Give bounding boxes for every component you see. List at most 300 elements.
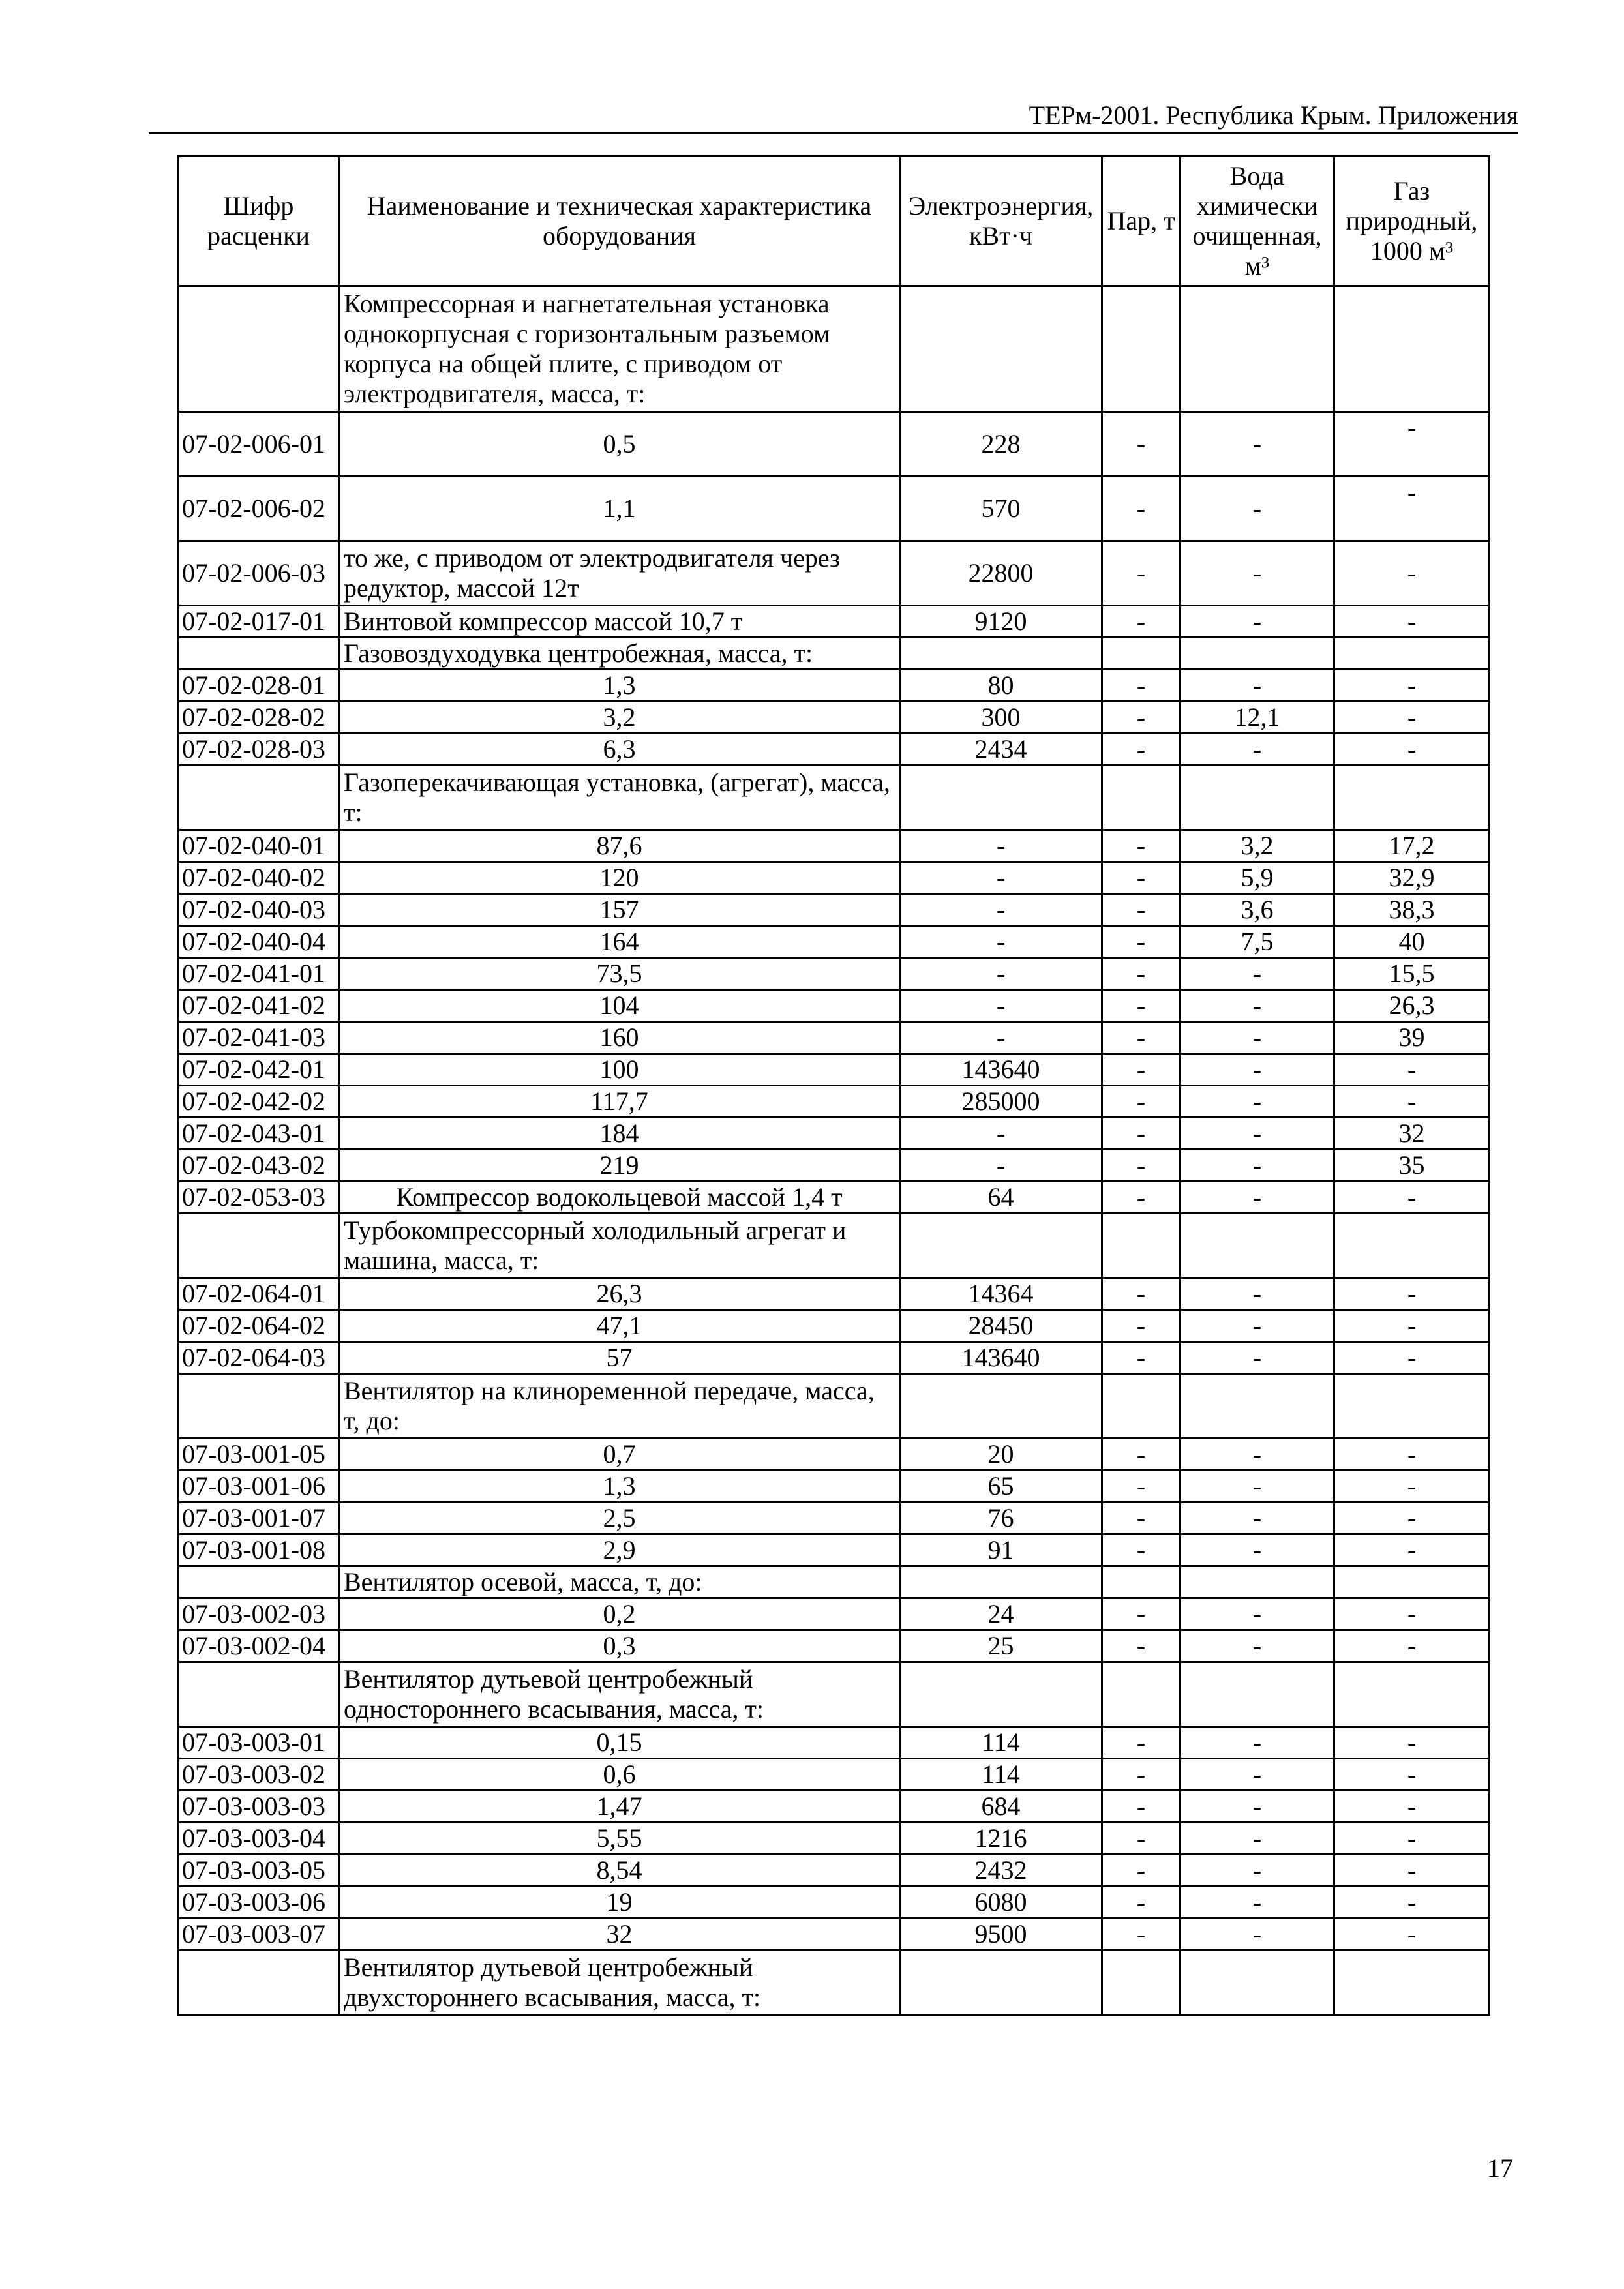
cell-gas: - [1334, 1887, 1490, 1919]
cell-water: - [1180, 1503, 1334, 1534]
cell-power: - [900, 862, 1102, 894]
cell-code: 07-02-006-02 [179, 477, 339, 541]
cell-power: 24 [900, 1598, 1102, 1630]
cell-name: Компрессор водокольцевой массой 1,4 т [339, 1182, 900, 1214]
cell-name: 0,15 [339, 1727, 900, 1759]
cell-name: Газовоздуходувка центробежная, масса, т: [339, 638, 900, 670]
table-row [179, 1086, 1490, 1118]
cell-gas [1334, 1374, 1490, 1439]
cell-name: Вентилятор осевой, масса, т, до: [339, 1566, 900, 1598]
page-number: 17 [1487, 2153, 1513, 2183]
cell-power: 2432 [900, 1855, 1102, 1887]
table-row [179, 1951, 1490, 2015]
cell-steam: - [1102, 1471, 1180, 1503]
cell-power: - [900, 1022, 1102, 1054]
table-row [179, 412, 1490, 477]
cell-name: 0,2 [339, 1598, 900, 1630]
table-row [179, 1887, 1490, 1919]
cell-water: - [1180, 1855, 1334, 1887]
table-row [179, 1374, 1490, 1439]
col-header-power: Электроэнергия, кВт·ч [900, 157, 1102, 286]
table-row [179, 830, 1490, 862]
table-row [179, 1727, 1490, 1759]
cell-code: 07-03-001-08 [179, 1534, 339, 1566]
cell-gas: 32,9 [1334, 862, 1490, 894]
table-row [179, 670, 1490, 702]
cell-gas: - [1334, 1471, 1490, 1503]
table-row [179, 1503, 1490, 1534]
cell-water: - [1180, 1054, 1334, 1086]
cell-water [1180, 1662, 1334, 1727]
cell-steam: - [1102, 477, 1180, 541]
table-body [179, 286, 1490, 2015]
cell-water: 3,2 [1180, 830, 1334, 862]
table-row [179, 1118, 1490, 1150]
cell-code [179, 766, 339, 830]
cell-water: - [1180, 1791, 1334, 1823]
cell-power: 76 [900, 1503, 1102, 1534]
cell-steam [1102, 766, 1180, 830]
cell-steam [1102, 286, 1180, 412]
cell-name: 57 [339, 1342, 900, 1374]
cell-water: - [1180, 606, 1334, 638]
cell-water: - [1180, 1471, 1334, 1503]
table-row [179, 1054, 1490, 1086]
cell-power [900, 1374, 1102, 1439]
table-header-row [179, 157, 1490, 286]
cell-steam: - [1102, 1823, 1180, 1855]
table-row [179, 1662, 1490, 1727]
cell-gas: - [1334, 1534, 1490, 1566]
table-row [179, 1439, 1490, 1471]
cell-code: 07-02-042-01 [179, 1054, 339, 1086]
cell-water: - [1180, 541, 1334, 606]
cell-gas: - [1334, 606, 1490, 638]
cell-gas: - [1334, 702, 1490, 734]
cell-name: 120 [339, 862, 900, 894]
cell-gas: 32 [1334, 1118, 1490, 1150]
cell-steam: - [1102, 926, 1180, 958]
cell-code: 07-02-043-02 [179, 1150, 339, 1182]
cell-power: 1216 [900, 1823, 1102, 1855]
cell-steam: - [1102, 606, 1180, 638]
cell-steam: - [1102, 1118, 1180, 1150]
cell-water: 12,1 [1180, 702, 1334, 734]
cell-power: 570 [900, 477, 1102, 541]
resource-table [177, 155, 1490, 2016]
cell-steam: - [1102, 862, 1180, 894]
cell-gas: 17,2 [1334, 830, 1490, 862]
cell-gas: - [1334, 1598, 1490, 1630]
cell-power: 285000 [900, 1086, 1102, 1118]
cell-name: 47,1 [339, 1310, 900, 1342]
cell-water: - [1180, 1727, 1334, 1759]
cell-power: 9120 [900, 606, 1102, 638]
cell-water: - [1180, 1887, 1334, 1919]
cell-code: 07-02-041-02 [179, 990, 339, 1022]
cell-code: 07-02-064-03 [179, 1342, 339, 1374]
cell-water: - [1180, 477, 1334, 541]
cell-name: 100 [339, 1054, 900, 1086]
col-header-gas: Газ природный, 1000 м³ [1334, 157, 1490, 286]
cell-gas: - [1334, 1759, 1490, 1791]
cell-name: 5,55 [339, 1823, 900, 1855]
cell-water: - [1180, 1534, 1334, 1566]
cell-name: 87,6 [339, 830, 900, 862]
cell-gas [1334, 1566, 1490, 1598]
cell-steam: - [1102, 1278, 1180, 1310]
table-row [179, 541, 1490, 606]
cell-steam: - [1102, 1054, 1180, 1086]
cell-water: - [1180, 412, 1334, 477]
cell-code: 07-02-017-01 [179, 606, 339, 638]
cell-water: - [1180, 1310, 1334, 1342]
cell-power: 65 [900, 1471, 1102, 1503]
col-header-steam: Пар, т [1102, 157, 1180, 286]
cell-code: 07-03-003-03 [179, 1791, 339, 1823]
cell-gas: - [1334, 734, 1490, 766]
cell-name: 0,5 [339, 412, 900, 477]
cell-name: 19 [339, 1887, 900, 1919]
cell-water: - [1180, 1086, 1334, 1118]
table-row [179, 702, 1490, 734]
cell-name: 117,7 [339, 1086, 900, 1118]
cell-steam: - [1102, 894, 1180, 926]
cell-power: - [900, 1118, 1102, 1150]
cell-water: - [1180, 1919, 1334, 1951]
cell-steam: - [1102, 990, 1180, 1022]
cell-water: 7,5 [1180, 926, 1334, 958]
cell-name: 1,3 [339, 670, 900, 702]
cell-steam: - [1102, 1630, 1180, 1662]
cell-steam: - [1102, 1342, 1180, 1374]
cell-name: 157 [339, 894, 900, 926]
cell-water: - [1180, 1342, 1334, 1374]
cell-water [1180, 1214, 1334, 1278]
table-row [179, 1598, 1490, 1630]
cell-steam: - [1102, 1310, 1180, 1342]
cell-gas: - [1334, 1855, 1490, 1887]
cell-water: - [1180, 1439, 1334, 1471]
cell-code [179, 1662, 339, 1727]
cell-code: 07-02-028-03 [179, 734, 339, 766]
cell-gas: - [1334, 1342, 1490, 1374]
cell-water: - [1180, 990, 1334, 1022]
cell-power: 28450 [900, 1310, 1102, 1342]
cell-water: - [1180, 734, 1334, 766]
table-row [179, 286, 1490, 412]
table-row [179, 1534, 1490, 1566]
cell-steam: - [1102, 1086, 1180, 1118]
cell-water [1180, 766, 1334, 830]
cell-code: 07-02-053-03 [179, 1182, 339, 1214]
cell-gas [1334, 1214, 1490, 1278]
cell-name: то же, с приводом от электродвигателя через редуктор, массой 12т [339, 541, 900, 606]
cell-gas: - [1334, 541, 1490, 606]
table-row [179, 734, 1490, 766]
cell-power: 14364 [900, 1278, 1102, 1310]
cell-code: 07-02-040-04 [179, 926, 339, 958]
table-row [179, 1919, 1490, 1951]
cell-gas [1334, 1951, 1490, 2015]
cell-gas: - [1334, 1630, 1490, 1662]
cell-steam: - [1102, 1855, 1180, 1887]
cell-name: 184 [339, 1118, 900, 1150]
cell-code: 07-02-040-01 [179, 830, 339, 862]
cell-water [1180, 286, 1334, 412]
cell-steam [1102, 1566, 1180, 1598]
col-header-water: Вода химически очищенная, м³ [1180, 157, 1334, 286]
cell-name: 8,54 [339, 1855, 900, 1887]
cell-water [1180, 1566, 1334, 1598]
cell-water: - [1180, 1150, 1334, 1182]
table-row [179, 1759, 1490, 1791]
cell-gas [1334, 1662, 1490, 1727]
cell-steam: - [1102, 1759, 1180, 1791]
cell-water: - [1180, 670, 1334, 702]
cell-code: 07-02-028-02 [179, 702, 339, 734]
cell-name: 104 [339, 990, 900, 1022]
col-header-name: Наименование и техническая характеристика оборудования [339, 157, 900, 286]
cell-name: 32 [339, 1919, 900, 1951]
cell-steam: - [1102, 1022, 1180, 1054]
cell-name: 73,5 [339, 958, 900, 990]
cell-steam [1102, 1662, 1180, 1727]
cell-steam: - [1102, 1150, 1180, 1182]
cell-code: 07-02-041-03 [179, 1022, 339, 1054]
cell-water: 3,6 [1180, 894, 1334, 926]
cell-gas: - [1334, 1503, 1490, 1534]
cell-code [179, 1951, 339, 2015]
cell-code: 07-03-003-07 [179, 1919, 339, 1951]
cell-gas: - [1334, 1182, 1490, 1214]
cell-name: 1,1 [339, 477, 900, 541]
cell-steam: - [1102, 702, 1180, 734]
cell-power: - [900, 958, 1102, 990]
cell-steam: - [1102, 1503, 1180, 1534]
page-header: ТЕРм-2001. Республика Крым. Приложения [1029, 100, 1518, 130]
cell-water: - [1180, 1022, 1334, 1054]
cell-water: 5,9 [1180, 862, 1334, 894]
cell-gas: 26,3 [1334, 990, 1490, 1022]
cell-water [1180, 638, 1334, 670]
cell-power [900, 1951, 1102, 2015]
cell-code: 07-03-003-06 [179, 1887, 339, 1919]
cell-power: 6080 [900, 1887, 1102, 1919]
cell-gas: - [1334, 1727, 1490, 1759]
cell-power: 300 [900, 702, 1102, 734]
cell-power: - [900, 990, 1102, 1022]
cell-power: - [900, 1150, 1102, 1182]
cell-name: 26,3 [339, 1278, 900, 1310]
cell-name: 164 [339, 926, 900, 958]
cell-gas: 35 [1334, 1150, 1490, 1182]
table-row [179, 638, 1490, 670]
table-row [179, 1823, 1490, 1855]
cell-water: - [1180, 958, 1334, 990]
cell-power: 114 [900, 1727, 1102, 1759]
cell-power [900, 766, 1102, 830]
cell-gas: - [1334, 1919, 1490, 1951]
cell-name: 3,2 [339, 702, 900, 734]
cell-name: Вентилятор на клиноременной передаче, масса, т, до: [339, 1374, 900, 1439]
cell-steam: - [1102, 670, 1180, 702]
cell-steam: - [1102, 958, 1180, 990]
cell-code: 07-02-041-01 [179, 958, 339, 990]
cell-steam: - [1102, 830, 1180, 862]
cell-gas: 15,5 [1334, 958, 1490, 990]
table-row [179, 958, 1490, 990]
cell-steam: - [1102, 1887, 1180, 1919]
cell-steam: - [1102, 1598, 1180, 1630]
cell-steam [1102, 1374, 1180, 1439]
cell-power: 2434 [900, 734, 1102, 766]
cell-code: 07-03-003-02 [179, 1759, 339, 1791]
cell-power: - [900, 830, 1102, 862]
cell-name: Компрессорная и нагнетательная установка однокорпусная с горизонтальным разъемом корпуса на общей плите, с приводом от электродвигателя, масса, т: [339, 286, 900, 412]
cell-gas: - [1334, 1278, 1490, 1310]
cell-code [179, 286, 339, 412]
cell-code: 07-03-003-01 [179, 1727, 339, 1759]
cell-steam: - [1102, 734, 1180, 766]
cell-gas: - [1334, 1439, 1490, 1471]
cell-water: - [1180, 1118, 1334, 1150]
cell-gas [1334, 766, 1490, 830]
cell-water [1180, 1374, 1334, 1439]
table-row [179, 1342, 1490, 1374]
cell-gas: - [1334, 670, 1490, 702]
cell-code: 07-02-043-01 [179, 1118, 339, 1150]
table-row [179, 606, 1490, 638]
cell-code: 07-03-001-07 [179, 1503, 339, 1534]
cell-steam: - [1102, 1791, 1180, 1823]
cell-code: 07-03-002-03 [179, 1598, 339, 1630]
cell-power: 80 [900, 670, 1102, 702]
cell-name: 2,5 [339, 1503, 900, 1534]
cell-water: - [1180, 1630, 1334, 1662]
table-row [179, 1791, 1490, 1823]
cell-power: 228 [900, 412, 1102, 477]
cell-code: 07-02-040-03 [179, 894, 339, 926]
table-row [179, 766, 1490, 830]
cell-power: 91 [900, 1534, 1102, 1566]
cell-code: 07-02-028-01 [179, 670, 339, 702]
cell-code [179, 1566, 339, 1598]
cell-power [900, 286, 1102, 412]
cell-steam: - [1102, 1182, 1180, 1214]
cell-water: - [1180, 1182, 1334, 1214]
cell-steam [1102, 1951, 1180, 2015]
cell-code: 07-03-003-05 [179, 1855, 339, 1887]
cell-name: 219 [339, 1150, 900, 1182]
cell-name: 1,3 [339, 1471, 900, 1503]
cell-power [900, 638, 1102, 670]
cell-gas: - [1334, 1054, 1490, 1086]
cell-code [179, 1374, 339, 1439]
cell-name: 6,3 [339, 734, 900, 766]
table-row [179, 1214, 1490, 1278]
cell-power: 64 [900, 1182, 1102, 1214]
cell-gas: - [1334, 477, 1490, 541]
table-row [179, 1278, 1490, 1310]
cell-name: 2,9 [339, 1534, 900, 1566]
cell-steam: - [1102, 541, 1180, 606]
table-row [179, 862, 1490, 894]
cell-steam: - [1102, 1727, 1180, 1759]
cell-steam: - [1102, 1919, 1180, 1951]
cell-steam: - [1102, 1534, 1180, 1566]
table-row [179, 1566, 1490, 1598]
cell-power: - [900, 894, 1102, 926]
table-row [179, 1310, 1490, 1342]
table-row [179, 477, 1490, 541]
cell-water: - [1180, 1823, 1334, 1855]
table-row [179, 894, 1490, 926]
cell-gas: - [1334, 1310, 1490, 1342]
cell-name: 160 [339, 1022, 900, 1054]
cell-steam: - [1102, 1439, 1180, 1471]
cell-power: 9500 [900, 1919, 1102, 1951]
cell-name: 0,3 [339, 1630, 900, 1662]
cell-gas [1334, 286, 1490, 412]
cell-power: 22800 [900, 541, 1102, 606]
table-row [179, 1471, 1490, 1503]
cell-power: 20 [900, 1439, 1102, 1471]
cell-gas: - [1334, 1823, 1490, 1855]
cell-power: - [900, 926, 1102, 958]
cell-gas: - [1334, 412, 1490, 477]
header-rule [149, 132, 1518, 134]
cell-code: 07-02-064-01 [179, 1278, 339, 1310]
cell-water: - [1180, 1759, 1334, 1791]
table-row [179, 1855, 1490, 1887]
cell-name: Турбокомпрессорный холодильный агрегат и машина, масса, т: [339, 1214, 900, 1278]
cell-gas: 38,3 [1334, 894, 1490, 926]
cell-code: 07-03-001-06 [179, 1471, 339, 1503]
table-row [179, 990, 1490, 1022]
cell-name: Вентилятор дутьевой центробежный двухстороннего всасывания, масса, т: [339, 1951, 900, 2015]
cell-gas: 40 [1334, 926, 1490, 958]
cell-code [179, 638, 339, 670]
table-row [179, 926, 1490, 958]
cell-water: - [1180, 1598, 1334, 1630]
cell-name: 0,7 [339, 1439, 900, 1471]
cell-power [900, 1214, 1102, 1278]
cell-steam: - [1102, 412, 1180, 477]
cell-power: 143640 [900, 1054, 1102, 1086]
cell-power [900, 1566, 1102, 1598]
col-header-code: Шифр расценки [179, 157, 339, 286]
cell-steam [1102, 1214, 1180, 1278]
cell-code: 07-03-003-04 [179, 1823, 339, 1855]
table-row [179, 1150, 1490, 1182]
cell-code: 07-02-006-01 [179, 412, 339, 477]
cell-power: 114 [900, 1759, 1102, 1791]
cell-water [1180, 1951, 1334, 2015]
cell-code [179, 1214, 339, 1278]
cell-steam [1102, 638, 1180, 670]
cell-gas: 39 [1334, 1022, 1490, 1054]
cell-name: Вентилятор дутьевой центробежный одностороннего всасывания, масса, т: [339, 1662, 900, 1727]
cell-gas [1334, 638, 1490, 670]
cell-name: Винтовой компрессор массой 10,7 т [339, 606, 900, 638]
cell-code: 07-02-040-02 [179, 862, 339, 894]
cell-code: 07-03-002-04 [179, 1630, 339, 1662]
cell-power [900, 1662, 1102, 1727]
cell-water: - [1180, 1278, 1334, 1310]
cell-name: 1,47 [339, 1791, 900, 1823]
cell-name: 0,6 [339, 1759, 900, 1791]
